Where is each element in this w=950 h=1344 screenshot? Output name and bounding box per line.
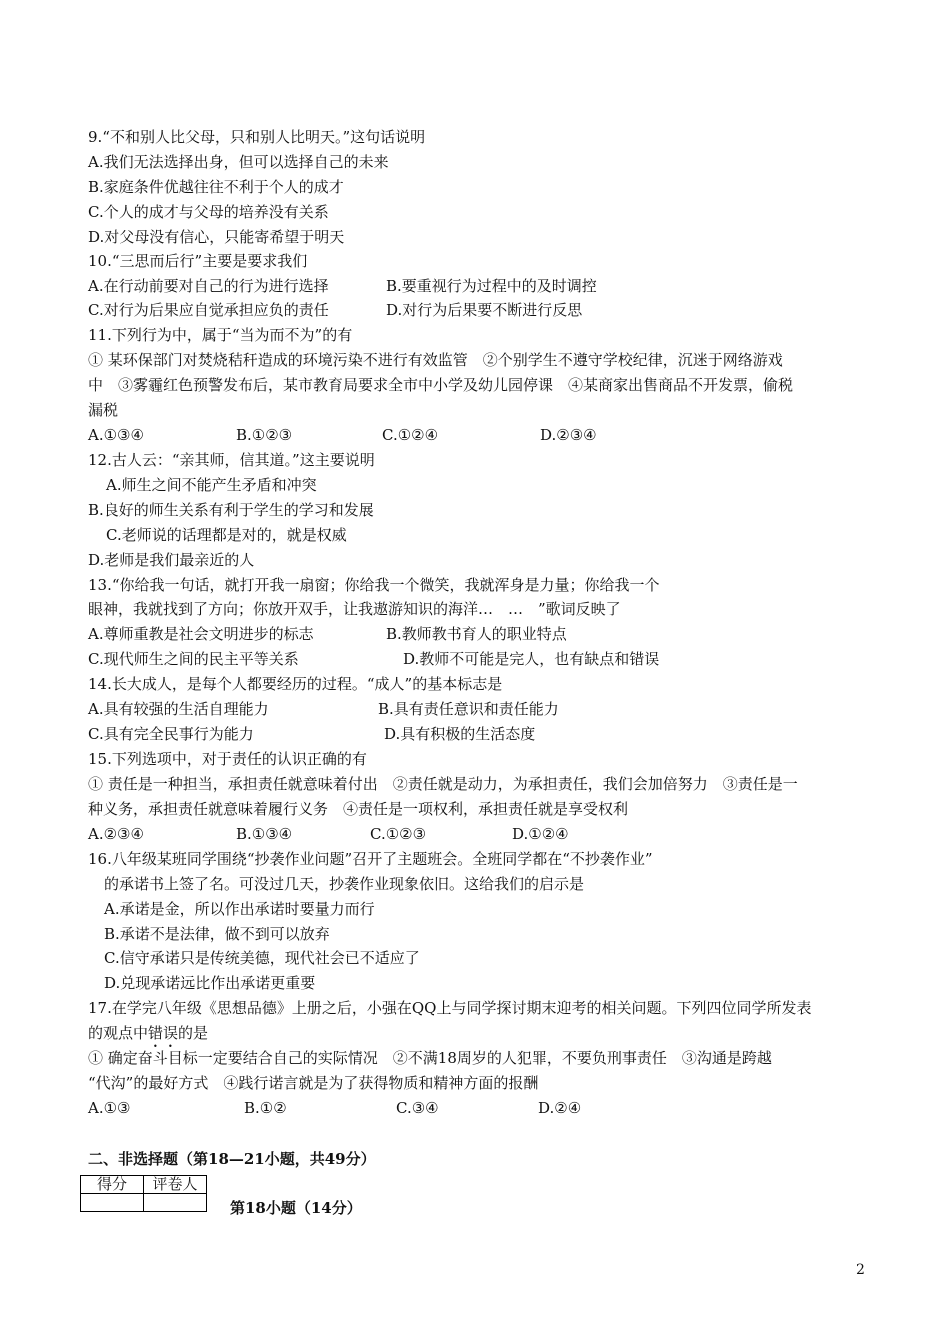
q15-option-a: A.②③④	[88, 825, 144, 843]
q16-option-b: B.承诺不是法律，做不到可以放弃	[104, 925, 330, 943]
q9-option-c: C.个人的成才与父母的培养没有关系	[88, 203, 329, 221]
q9-stem: 9.“不和别人比父母，只和别人比明天。”这句话说明	[88, 128, 426, 146]
q15-option-c: C.①②③	[370, 825, 427, 843]
q11-option-a: A.①③④	[88, 426, 144, 444]
q15-stem: 15.下列选项中，对于责任的认识正确的有	[88, 750, 367, 768]
q12-option-a: A.师生之间不能产生矛盾和冲突	[106, 476, 317, 494]
q12-option-c: C.老师说的话理都是对的，就是权威	[106, 526, 347, 544]
q9-option-a: A.我们无法选择出身，但可以选择自己的未来	[88, 153, 389, 171]
section-2-title: 二、非选择题（第18—21小题，共49分）	[88, 1150, 376, 1168]
q10-option-c: C.对行为后果应自觉承担应负的责任	[88, 301, 329, 319]
q12-option-b: B.良好的师生关系有利于学生的学习和发展	[88, 501, 374, 519]
q15-option-d: D.①②④	[512, 825, 569, 843]
q13-option-a: A.尊师重教是社会文明进步的标志	[88, 625, 314, 643]
q16-option-c: C.信守承诺只是传统美德，现代社会已不适应了	[104, 949, 420, 967]
q13-line-1: 13.“你给我一句话，就打开我一扇窗；你给我一个微笑，我就浑身是力量；你给我一个	[88, 576, 660, 594]
q10-option-b: B.要重视行为过程中的及时调控	[386, 277, 597, 295]
q11-option-c: C.①②④	[382, 426, 439, 444]
q17-line-2-pre: 的观点中	[88, 1024, 149, 1042]
q16-option-a: A.承诺是金，所以作出承诺时要量力而行	[104, 900, 375, 918]
q10-option-a: A.在行动前要对自己的行为进行选择	[88, 277, 329, 295]
q15-option-b: B.①③④	[236, 825, 293, 843]
q17-line-1: 17.在学完八年级《思想品德》上册之后，小强在QQ上与同学探讨期末迎考的相关问题。下列四位同学所发表	[88, 999, 812, 1017]
q9-option-d: D.对父母没有信心，只能寄希望于明天	[88, 228, 345, 246]
q17-emphasis-word: 错误	[148, 1024, 179, 1042]
q14-option-a: A.具有较强的生活自理能力	[88, 700, 269, 718]
q17-option-a: A.①③	[88, 1099, 131, 1117]
q15-line-2: 种义务，承担责任就意味着履行义务 ④责任是一项权利，承担责任就是享受权利	[88, 800, 629, 818]
q11-option-d: D.②③④	[540, 426, 597, 444]
q13-option-b: B.教师教书育人的职业特点	[386, 625, 567, 643]
q11-stem: 11.下列行为中，属于“当为而不为”的有	[88, 326, 353, 344]
q11-line-3: 漏税	[88, 401, 119, 419]
q9-option-b: B.家庭条件优越往往不利于个人的成才	[88, 178, 344, 196]
q14-option-b: B.具有责任意识和责任能力	[378, 700, 559, 718]
q12-option-d: D.老师是我们最亲近的人	[88, 551, 255, 569]
q10-stem: 10.“三思而后行”主要是要求我们	[88, 252, 308, 270]
q15-line-1: ① 责任是一种担当，承担责任就意味着付出 ②责任就是动力，为承担责任，我们会加倍努力 ③责任是一	[88, 775, 798, 793]
grader-value-cell[interactable]	[144, 1194, 207, 1212]
q14-option-d: D.具有积极的生活态度	[384, 725, 536, 743]
q14-stem: 14.长大成人，是每个人都要经历的过程。“成人”的基本标志是	[88, 675, 503, 693]
q11-option-b: B.①②③	[236, 426, 293, 444]
grader-label-cell: 评卷人	[144, 1176, 207, 1194]
q13-option-d: D.教师不可能是完人，也有缺点和错误	[403, 650, 660, 668]
q17-line-2-post: 的是	[178, 1024, 209, 1042]
q13-line-2: 眼神，我就找到了方向；你放开双手，让我遨游知识的海洋… … ”歌词反映了	[88, 600, 621, 618]
q18-title: 第18小题（14分）	[230, 1199, 362, 1217]
q11-line-2: 中 ③雾霾红色预警发布后，某市教育局要求全市中小学及幼儿园停课 ④某商家出售商品不开发票，偷税	[88, 376, 794, 394]
q12-stem: 12.古人云：“亲其师，信其道。”这主要说明	[88, 451, 375, 469]
q17-option-d: D.②④	[538, 1099, 582, 1117]
page-number: 2	[856, 1262, 865, 1278]
q16-line-2: 的承诺书上签了名。可没过几天，抄袭作业现象依旧。这给我们的启示是	[104, 875, 585, 893]
q10-option-d: D.对行为后果要不断进行反思	[386, 301, 583, 319]
q13-option-c: C.现代师生之间的民主平等关系	[88, 650, 299, 668]
score-table	[80, 1175, 207, 1212]
q11-line-1: ① 某环保部门对焚烧秸秆造成的环境污染不进行有效监管 ②个别学生不遵守学校纪律，沉迷于网络游戏	[88, 351, 783, 369]
score-label-cell: 得分	[81, 1176, 144, 1194]
q17-line-4: “代沟”的最好方式 ④践行诺言就是为了获得物质和精神方面的报酬	[88, 1074, 539, 1092]
q17-line-3: ① 确定奋斗目标一定要结合自己的实际情况 ②不满18周岁的人犯罪，不要负刑事责任 ③沟通是跨越	[88, 1049, 772, 1067]
q16-line-1: 16.八年级某班同学围绕“抄袭作业问题”召开了主题班会。全班同学都在“不抄袭作业”	[88, 850, 653, 868]
q17-option-c: C.③④	[396, 1099, 439, 1117]
q14-option-c: C.具有完全民事行为能力	[88, 725, 254, 743]
score-value-cell[interactable]	[81, 1194, 144, 1212]
q17-option-b: B.①②	[244, 1099, 287, 1117]
q16-option-d: D.兑现承诺远比作出承诺更重要	[104, 974, 316, 992]
